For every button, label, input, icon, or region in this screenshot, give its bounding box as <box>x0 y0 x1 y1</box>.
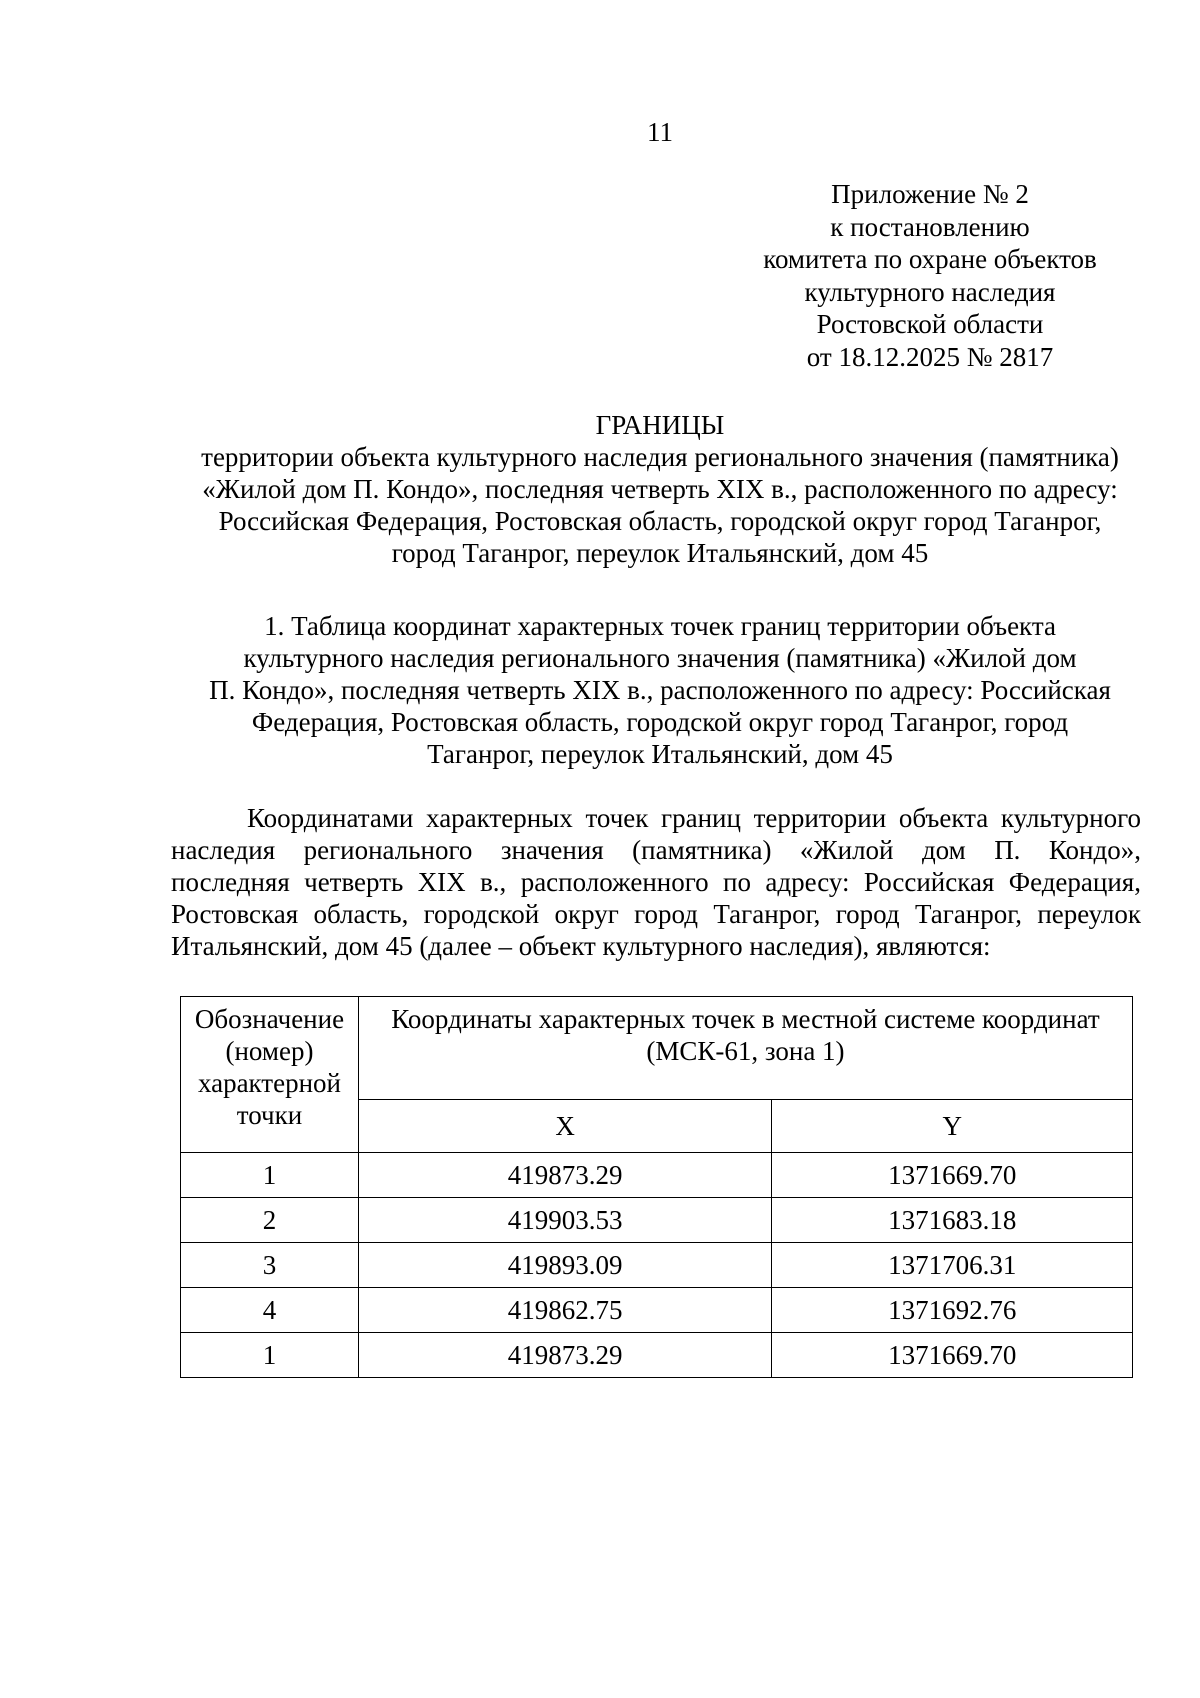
cell-x: 419873.29 <box>358 1153 771 1198</box>
paragraph-word: четверть <box>304 867 404 897</box>
appendix-block <box>745 178 1115 373</box>
cell-point: 1 <box>181 1333 359 1378</box>
appendix-line: от 18.12.2025 № 2817 <box>806 341 1054 372</box>
paragraph-word: объекта <box>898 803 989 833</box>
header-point-line: Обозначение <box>194 1004 345 1034</box>
paragraph-word: последняя <box>171 867 290 897</box>
header-coordinates-line: (МСК-61, зона 1) <box>646 1036 845 1066</box>
cell-x: 419873.29 <box>358 1333 771 1378</box>
section-title-line: Федерация, Ростовская область, городской округ город Таганрог, город <box>251 707 1069 737</box>
paragraph-word: адресу: <box>765 867 850 897</box>
section-title-line: Таганрог, переулок Итальянский, дом 45 <box>427 739 893 769</box>
paragraph-word: Таганрог, <box>914 899 1023 929</box>
table-row <box>181 1153 1133 1198</box>
paragraph-word: городской <box>423 899 540 929</box>
header-point-line: характерной <box>197 1068 341 1098</box>
header-point-line: точки <box>236 1100 303 1130</box>
header-x: X <box>358 1100 771 1153</box>
paragraph-word: Таганрог, <box>713 899 821 929</box>
cell-y: 1371692.76 <box>772 1288 1133 1333</box>
appendix-line: Приложение № 2 <box>831 179 1029 209</box>
paragraph-word: Кондо», <box>1048 835 1141 865</box>
paragraph-word: «Жилой <box>799 835 894 865</box>
cell-point: 3 <box>181 1243 359 1288</box>
appendix-line: комитета по охране объектов <box>763 244 1097 274</box>
paragraph-word: культурного <box>1000 803 1141 833</box>
paragraph-word: область, <box>313 899 409 929</box>
page-number: 11 <box>647 117 673 147</box>
header-point-line: (номер) <box>225 1036 314 1066</box>
paragraph-line <box>171 834 1141 866</box>
table-row <box>181 1243 1133 1288</box>
cell-y: 1371706.31 <box>772 1243 1133 1288</box>
cell-x: 419893.09 <box>358 1243 771 1288</box>
table-row <box>181 1198 1133 1243</box>
paragraph-word: переулок <box>1037 899 1141 929</box>
appendix-line: Ростовской области <box>816 309 1044 339</box>
paragraph-line <box>171 802 1141 834</box>
coordinates-table <box>180 996 1133 1378</box>
section-title <box>165 610 1155 770</box>
header-coordinates-line: Координаты характерных точек в местной системе координат <box>391 1004 1100 1034</box>
paragraph-word: значения <box>500 835 604 865</box>
heading-line: Российская Федерация, Ростовская область, городской округ город Таганрог, <box>218 506 1102 536</box>
paragraph-word: регионального <box>303 835 473 865</box>
cell-y: 1371683.18 <box>772 1198 1133 1243</box>
header-y: Y <box>772 1100 1133 1153</box>
cell-x: 419862.75 <box>358 1288 771 1333</box>
table-row <box>181 1333 1133 1378</box>
paragraph-word: Ростовская <box>171 899 299 929</box>
section-title-line: 1. Таблица координат характерных точек границ территории объекта <box>264 611 1056 641</box>
paragraph-word: наследия <box>171 835 276 865</box>
paragraph-word: по <box>723 867 751 897</box>
header-point-designation <box>181 997 359 1153</box>
cell-point: 4 <box>181 1288 359 1333</box>
paragraph-word: точек <box>585 803 649 833</box>
paragraph-word: территории <box>753 803 887 833</box>
paragraph-word: П. <box>994 835 1021 865</box>
heading-line: территории объекта культурного наследия регионального значения (памятника) <box>201 442 1119 472</box>
appendix-line: культурного наследия <box>804 276 1056 307</box>
heading-line: «Жилой дом П. Кондо», последняя четверть XIX в., расположенного по адресу: <box>202 474 1118 504</box>
cell-y: 1371669.70 <box>772 1333 1133 1378</box>
body-paragraph <box>171 802 1141 962</box>
table-row <box>181 1288 1133 1333</box>
appendix-line: к постановлению <box>830 211 1030 242</box>
cell-x: 419903.53 <box>358 1198 771 1243</box>
paragraph-word: характерных <box>426 803 573 833</box>
paragraph-word: город <box>835 899 900 929</box>
cell-point: 1 <box>181 1153 359 1198</box>
paragraph-word: границ <box>661 803 741 833</box>
heading-title: ГРАНИЦЫ <box>595 410 725 440</box>
cell-y: 1371669.70 <box>772 1153 1133 1198</box>
paragraph-word: Итальянский, дом 45 (далее – объект культурного наследия), являются: <box>171 931 991 961</box>
paragraph-line <box>171 930 1141 962</box>
document-heading <box>165 409 1155 569</box>
section-title-line: П. Кондо», последняя четверть XIX в., расположенного по адресу: Российская <box>209 675 1111 705</box>
paragraph-word: (памятника) <box>632 835 772 865</box>
paragraph-line <box>171 866 1141 898</box>
paragraph-line <box>171 898 1141 930</box>
paragraph-word: расположенного <box>520 867 709 897</box>
paragraph-word: Координатами <box>247 803 414 833</box>
paragraph-word: XIX <box>417 867 466 897</box>
cell-point: 2 <box>181 1198 359 1243</box>
paragraph-word: в., <box>480 867 507 897</box>
paragraph-word: Российская <box>863 867 995 897</box>
paragraph-word: город <box>634 899 699 929</box>
paragraph-word: округ <box>554 899 619 929</box>
paragraph-word: Федерация, <box>1008 867 1141 897</box>
paragraph-word: дом <box>921 835 966 865</box>
header-coordinates <box>358 997 1132 1100</box>
section-title-line: культурного наследия регионального значения (памятника) «Жилой дом <box>243 643 1077 673</box>
heading-line: город Таганрог, переулок Итальянский, дом 45 <box>391 538 929 568</box>
